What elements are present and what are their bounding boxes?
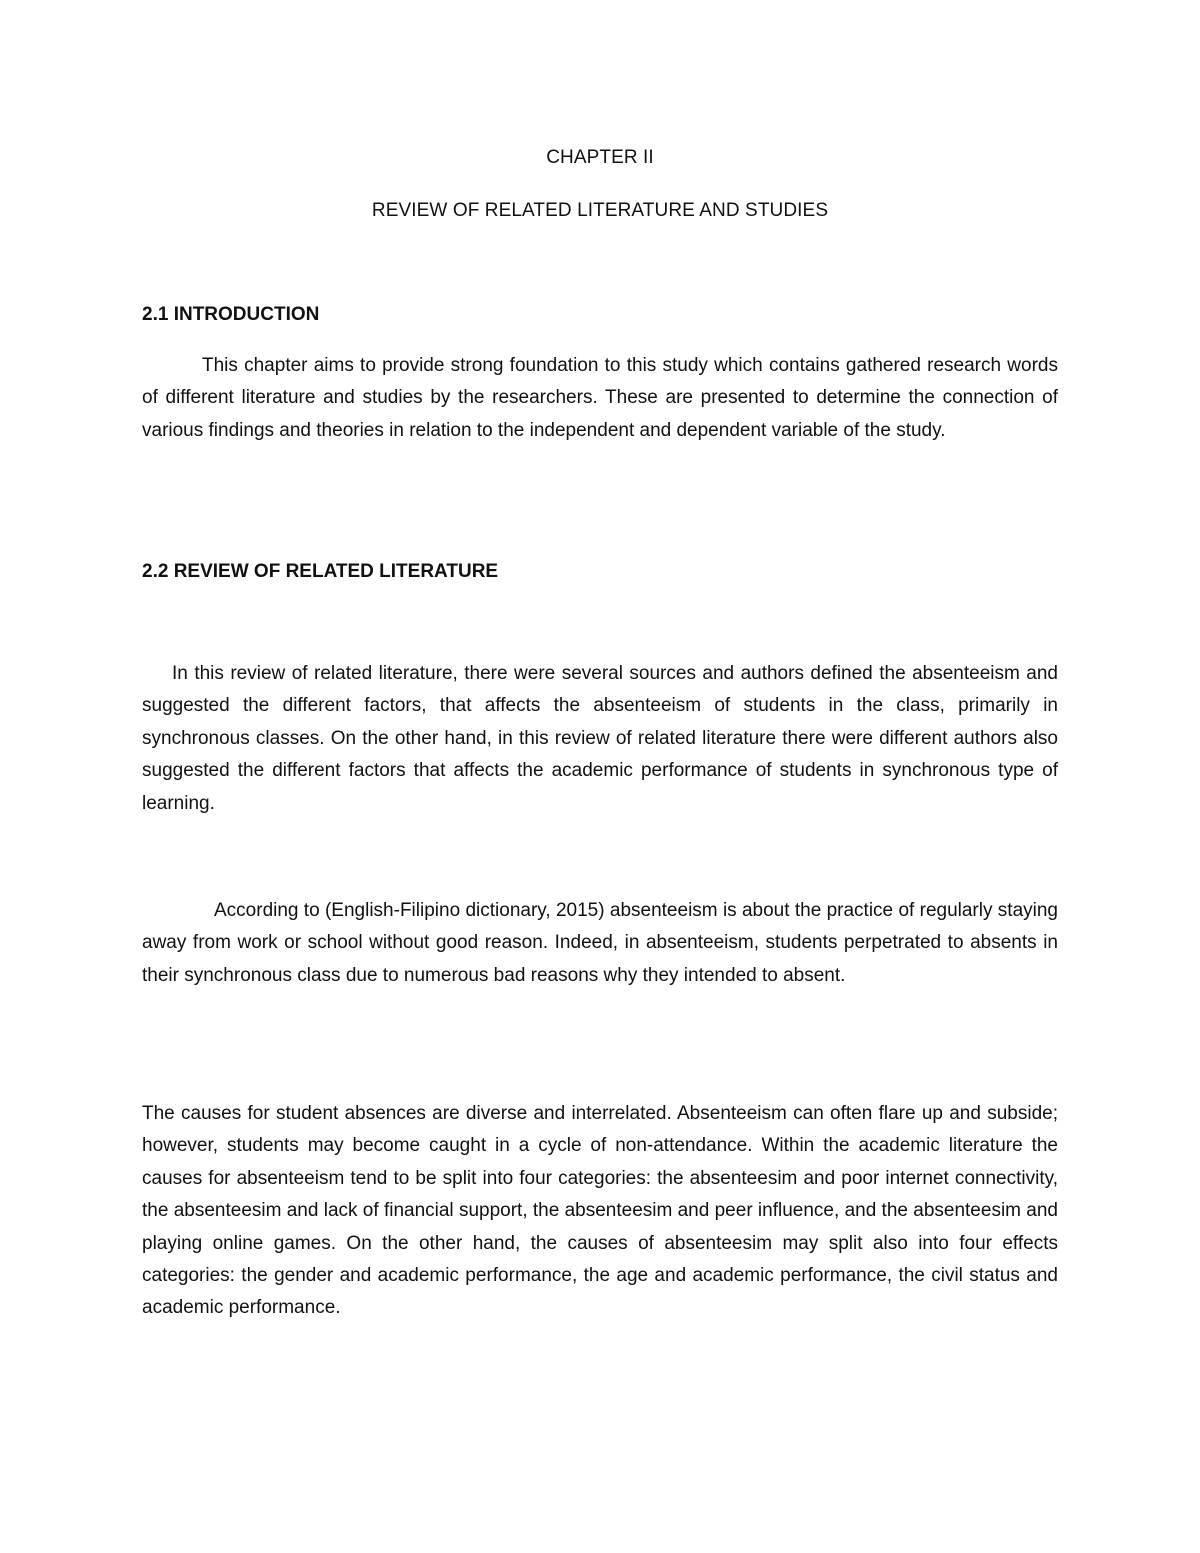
chapter-number: CHAPTER II	[546, 147, 654, 168]
review-paragraph-3: The causes for student absences are diverse and interrelated. Absenteeism can often flare up and subside; however, students may become caught in a cycle of non-attendance. Within the academic literature the causes for absenteeism tend to be split into four categories: the absenteesim and poor internet connectivity, the absenteesim and lack of financial support, the absenteesim and peer influence, and the absenteesim and playing online games. On the other hand, the causes of absenteesim may split also into four effects categories: the gender and academic performance, the age and academic performance, the civil status and academic performance.	[142, 1103, 1058, 1319]
introduction-paragraph: This chapter aims to provide strong foundation to this study which contains gathered research words of different literature and studies by the researchers. These are presented to determine the connection of various findings and theories in relation to the independent and dependent variable of the study.	[142, 355, 1058, 441]
section-heading-introduction: 2.1 INTRODUCTION	[142, 304, 320, 325]
review-paragraph-2: According to (English-Filipino dictionary, 2015) absenteeism is about the practice of regularly staying away from work or school without good reason. Indeed, in absenteeism, students perpetrated to absents in their synchronous class due to numerous bad reasons why they intended to absent.	[142, 900, 1058, 986]
chapter-title: REVIEW OF RELATED LITERATURE AND STUDIES	[371, 200, 829, 221]
section-heading-review: 2.2 REVIEW OF RELATED LITERATURE	[142, 561, 499, 582]
review-paragraph-1: In this review of related literature, there were several sources and authors defined the absenteeism and suggested the different factors, that affects the absenteeism of students in the class, primarily in synchronous classes. On the other hand, in this review of related literature there were different authors also suggested the different factors that affects the academic performance of students in synchronous type of learning.	[142, 663, 1058, 814]
